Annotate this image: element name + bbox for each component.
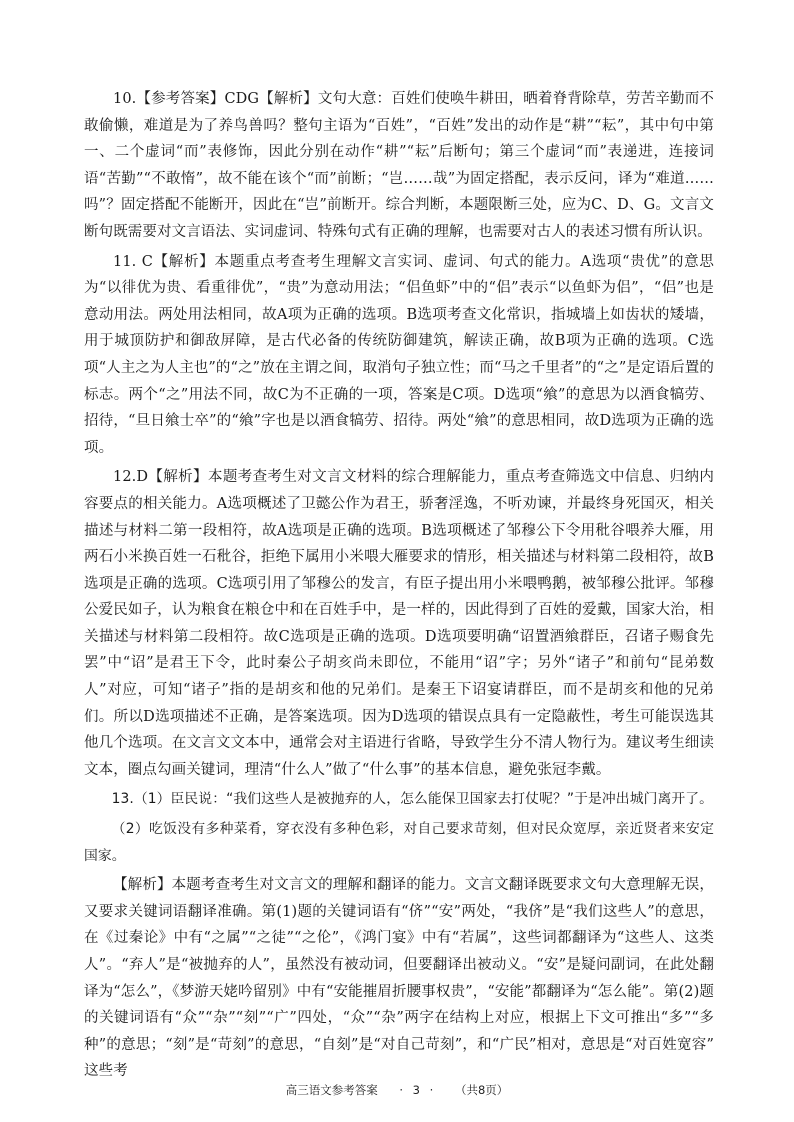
footer-title: 高三语文参考答案 (285, 1083, 378, 1097)
answer-q13-part2: （2）吃饭没有多种菜肴，穿衣没有多种色彩，对自己要求苛刻，但对民众宽厚，亲近贤者来安定国家。 (84, 821, 714, 864)
answer-q12: 12.D【解析】本题考查考生对文言文材料的综合理解能力，重点考查筛选文中信息、归纳内容要点的相关能力。A选项概述了卫懿公作为君王，骄奢淫逸，不听劝谏，并最终身死国灭，相关描述与材料二第一段相符，故A选项是正确的选项。B选项概述了邹穆公下令用秕谷喂养大雁，用两石小米换百姓一石秕谷，拒绝下属用小米喂大雁要求的情形，相关描述与材料第二段相符，故B选项是正确的选项。C选项引用了邹穆公的发言，有臣子提出用小米喂鸭鹅，被邹穆公批评。邹穆公爱民如子，认为粮食在粮仓中和在百姓手中，是一样的，因此得到了百姓的爱戴，国家大治，相关描述与材料第二段相符。故C选项是正确的选项。D选项要明确“诏置酒飨群臣，召诸子赐食先罢”中“诏”是君王下令，此时秦公子胡亥尚未即位，不能用“诏”字；另外“诸子”和前句“昆弟数人”对应，可知“诸子”指的是胡亥和他的兄弟们。是秦王下诏宴请群臣，而不是胡亥和他的兄弟们。所以D选项描述不正确，是答案选项。因为D选项的错误点具有一定隐蔽性，考生可能误选其他几个选项。在文言文文本中，通常会对主语进行省略，导致学生分不清人物行为。建议考生细读文本，圈点勾画关键词，理清“什么人”做了“什么事”的基本信息，避免张冠李戴。 (84, 469, 714, 778)
answer-q13-part1: 13.（1）臣民说：“我们这些人是被抛弃的人，怎么能保卫国家去打仗呢？”于是冲出城门离开了。 (111, 791, 714, 808)
answer-q10: 10.【参考答案】CDG【解析】文句大意：百姓们使唤牛耕田，晒着脊背除草，劳苦辛勤而不敢偷懒，难道是为了养鸟兽吗？整句主语为“百姓”，“百姓”发出的动作是“耕”“耘”，其中句中第一、二个虚词“而”表修饰，因此分别在动作“耕”“耘”后断句；第三个虚词“而”表递进，连接词语“苦勤”“不敢惰”，故不能在该个“而”前断；“岂……哉”为固定搭配，表示反问，译为“难道……吗”？固定搭配不能断开，因此在“岂”前断开。综合判断，本题限断三处，应为C、D、G。文言文断句既需要对文言语法、实词虚词、特殊句式有正确的理解，也需要对古人的表述习惯有所认识。 (84, 91, 714, 240)
answer-page (84, 86, 714, 1088)
answer-q11: 11. C【解析】本题重点考查考生理解文言实词、虚词、句式的能力。A选项“贵优”的意思为“以徘优为贵、看重徘优”，“贵”为意动用法；“侣鱼虾”中的“侣”表示“以鱼虾为侣”，“侣”也是意动用法。两处用法相同，故A项为正确的选项。B选项考查文化常识，指城墙上如齿状的矮墙，用于城顶防护和御敌屏障，是古代必备的传统防御建筑，解读正确，故B项为正确的选项。C选项“人主之为人主也”的“之”放在主谓之间，取消句子独立性；而“马之千里者”的“之”是定语后置的标志。两个“之”用法不同，故C为不正确的一项，答案是C项。D选项“飨”的意思为以酒食犒劳、招待，“旦日飨士卒”的“飨”字也是以酒食犒劳、招待。两处“飨”的意思相同，故D选项为正确的选项。 (84, 253, 714, 456)
answer-q13-analysis: 【解析】本题考查考生对文言文的理解和翻译的能力。文言文翻译既要求文句大意理解无误，又要求关键词语翻译准确。第(1)题的关键词语有“侪”“安”两处，“我侪”是“我们这些人”的意思，在《过秦论》中有“之属”“之徒”“之伦”，《鸿门宴》中有“若属”，这些词都翻译为“这些人、这类人”。“弃人”是“被抛弃的人”，虽然没有被动词，但要翻译出被动义。“安”是疑问副词，在此处翻译为“怎么”，《梦游天姥吟留别》中有“安能摧眉折腰事权贵”，“安能”都翻译为“怎么能”。第(2)题的关键词语有“众”“杂”“刻”“广”四处，“众”“杂”两字在结构上对应，根据上下文可推出“多”“多种”的意思；“刻”是“苛刻”的意思，“自刻”是“对自己苛刻”，和“广民”相对，意思是“对百姓宽容” 这些考 (84, 877, 714, 1080)
footer-page-number: · 3 · (399, 1083, 434, 1097)
page-footer (0, 1082, 794, 1098)
footer-total-pages: （共8页） (454, 1083, 509, 1097)
